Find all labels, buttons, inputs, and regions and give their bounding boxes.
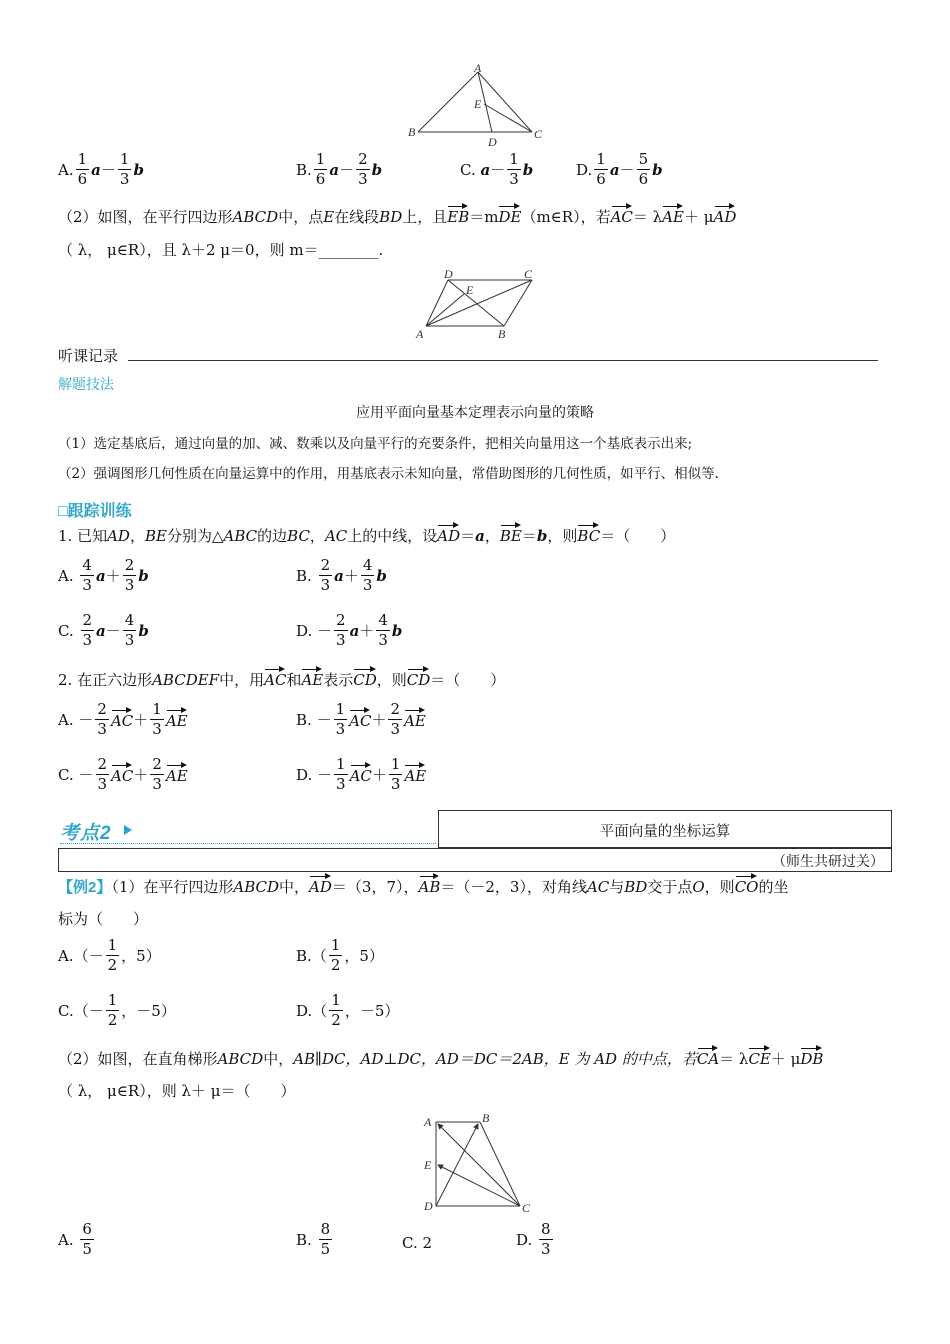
tips-title: 解题技法 [58,376,114,392]
triangle-figure [400,58,550,150]
trap-label-c: C [522,1201,531,1215]
trap-label-a: A [424,1115,432,1129]
training-1-option-b[interactable]: B. $\frac{2}{3}$ a ＋ $\frac{4}{3}$ b [296,556,387,594]
parallelogram-figure [410,266,550,342]
tips-heading: 应用平面向量基本定理表示向量的策略 [356,404,594,420]
example-2-line-1: 【例2】（1）在平行四边形ABCD中，AD＝（3，7），AB＝（－2，3），对角线AC与BD交于点O，则CO的坐 [58,878,789,896]
tri-label-a: A [474,61,482,75]
training-2-stem: 2. 在正六边形ABCDEF中，用AC和AE表示CD，则CD＝（ ） [58,671,506,689]
tri-label-c: C [534,127,543,141]
notes-line[interactable] [128,360,878,361]
trap-label-d: D [424,1199,433,1213]
example-2-option-b[interactable]: B. （ $\frac{1}{2}$ ，5） [296,936,384,974]
para-label-a: A [416,327,424,341]
para-label-b: B [498,327,506,341]
tips-point-2: （2）强调图形几何性质在向量运算中的作用，用基底表示未知向量，常借助图形的几何性质，如平行、相似等. [58,466,719,482]
training-1-option-d[interactable]: D. － $\frac{2}{3}$ a ＋ $\frac{4}{3}$ b [296,611,403,649]
notes-label: 听课记录 [58,348,119,365]
option-1c[interactable]: C. a － $\frac{1}{3}$ b [460,150,534,188]
trapezoid-figure [418,1108,538,1216]
kaodian-sub: （师生共研过关） [772,854,884,870]
para-label-c: C [524,267,533,281]
example-2-option-d[interactable]: D. （ $\frac{1}{2}$ ，－5） [296,991,400,1029]
para-label-e: E [466,283,474,297]
trap-label-e: E [424,1158,432,1172]
example-2-line-2: 标为（ ） [58,910,149,928]
kaodian-arrow-icon [124,825,132,835]
training-2-option-d[interactable]: D. － $\frac{1}{3}$ AC ＋ $\frac{1}{3}$ AE [296,755,427,793]
training-1-option-c[interactable]: C. $\frac{2}{3}$ a － $\frac{4}{3}$ b [58,611,149,649]
training-1-stem: 1. 已知AD，BE分别为△ABC的边BC，AC上的中线，设AD＝a，BE＝b，则BC＝（ ） [58,527,676,545]
example-2-option-c[interactable]: C. （－ $\frac{1}{2}$ ，－5） [58,991,176,1029]
para-label-d: D [444,267,453,281]
option-1a[interactable]: A. $\frac{1}{6}$ a － $\frac{1}{3}$ b [58,150,144,188]
training-1-option-a[interactable]: A. $\frac{4}{3}$ a ＋ $\frac{2}{3}$ b [58,556,149,594]
tri-label-e: E [474,97,482,111]
option-1d[interactable]: D. $\frac{1}{6}$ a － $\frac{5}{6}$ b [576,150,663,188]
trap-label-b: B [482,1111,490,1125]
training-2-option-a[interactable]: A. － $\frac{2}{3}$ AC ＋ $\frac{1}{3}$ AE [58,700,188,738]
tri-label-b: B [408,125,416,139]
example-2-q2-option-d[interactable]: D. $\frac{8}{3}$ [516,1220,551,1258]
example-2-q2-line-1: （2）如图，在直角梯形ABCD中，AB∥DC，AD⊥DC，AD＝DC＝2AB，E 为 AD 的中点，若CA＝ λCE＋ μDB [58,1050,824,1068]
example-2-q2-option-b[interactable]: B. $\frac{8}{5}$ [296,1220,331,1258]
training-title: □跟踪训练 [58,503,132,520]
example-2-option-a[interactable]: A. （－ $\frac{1}{2}$ ，5） [58,936,161,974]
example-2-q2-option-a[interactable]: A. $\frac{6}{5}$ [58,1220,92,1258]
question-2-line-1: （2）如图，在平行四边形ABCD中，点E在线段BD上，且EB＝mDE（m∈R），若AC＝ λAE＋ μAD [58,208,737,226]
kaodian-underline [60,843,436,844]
option-1b[interactable]: B. $\frac{1}{6}$ a － $\frac{2}{3}$ b [296,150,383,188]
training-2-option-b[interactable]: B. － $\frac{1}{3}$ AC ＋ $\frac{2}{3}$ AE [296,700,426,738]
example-2-q2-option-c[interactable]: C. 2 [402,1234,433,1252]
kaodian-badge: 考点2 [60,823,112,844]
question-2-line-2: （ λ， μ∈R），且 λ＋2 μ＝0，则 m＝________. [58,241,384,259]
kaodian-title: 平面向量的坐标运算 [599,824,731,840]
example-2-q2-line-2: （ λ， μ∈R），则 λ＋ μ＝（ ） [58,1082,296,1100]
tips-point-1: （1）选定基底后，通过向量的加、减、数乘以及向量平行的充要条件，把相关向量用这一个基底表示出来; [58,436,693,452]
tri-label-d: D [488,135,497,149]
training-2-option-c[interactable]: C. － $\frac{2}{3}$ AC ＋ $\frac{2}{3}$ AE [58,755,188,793]
